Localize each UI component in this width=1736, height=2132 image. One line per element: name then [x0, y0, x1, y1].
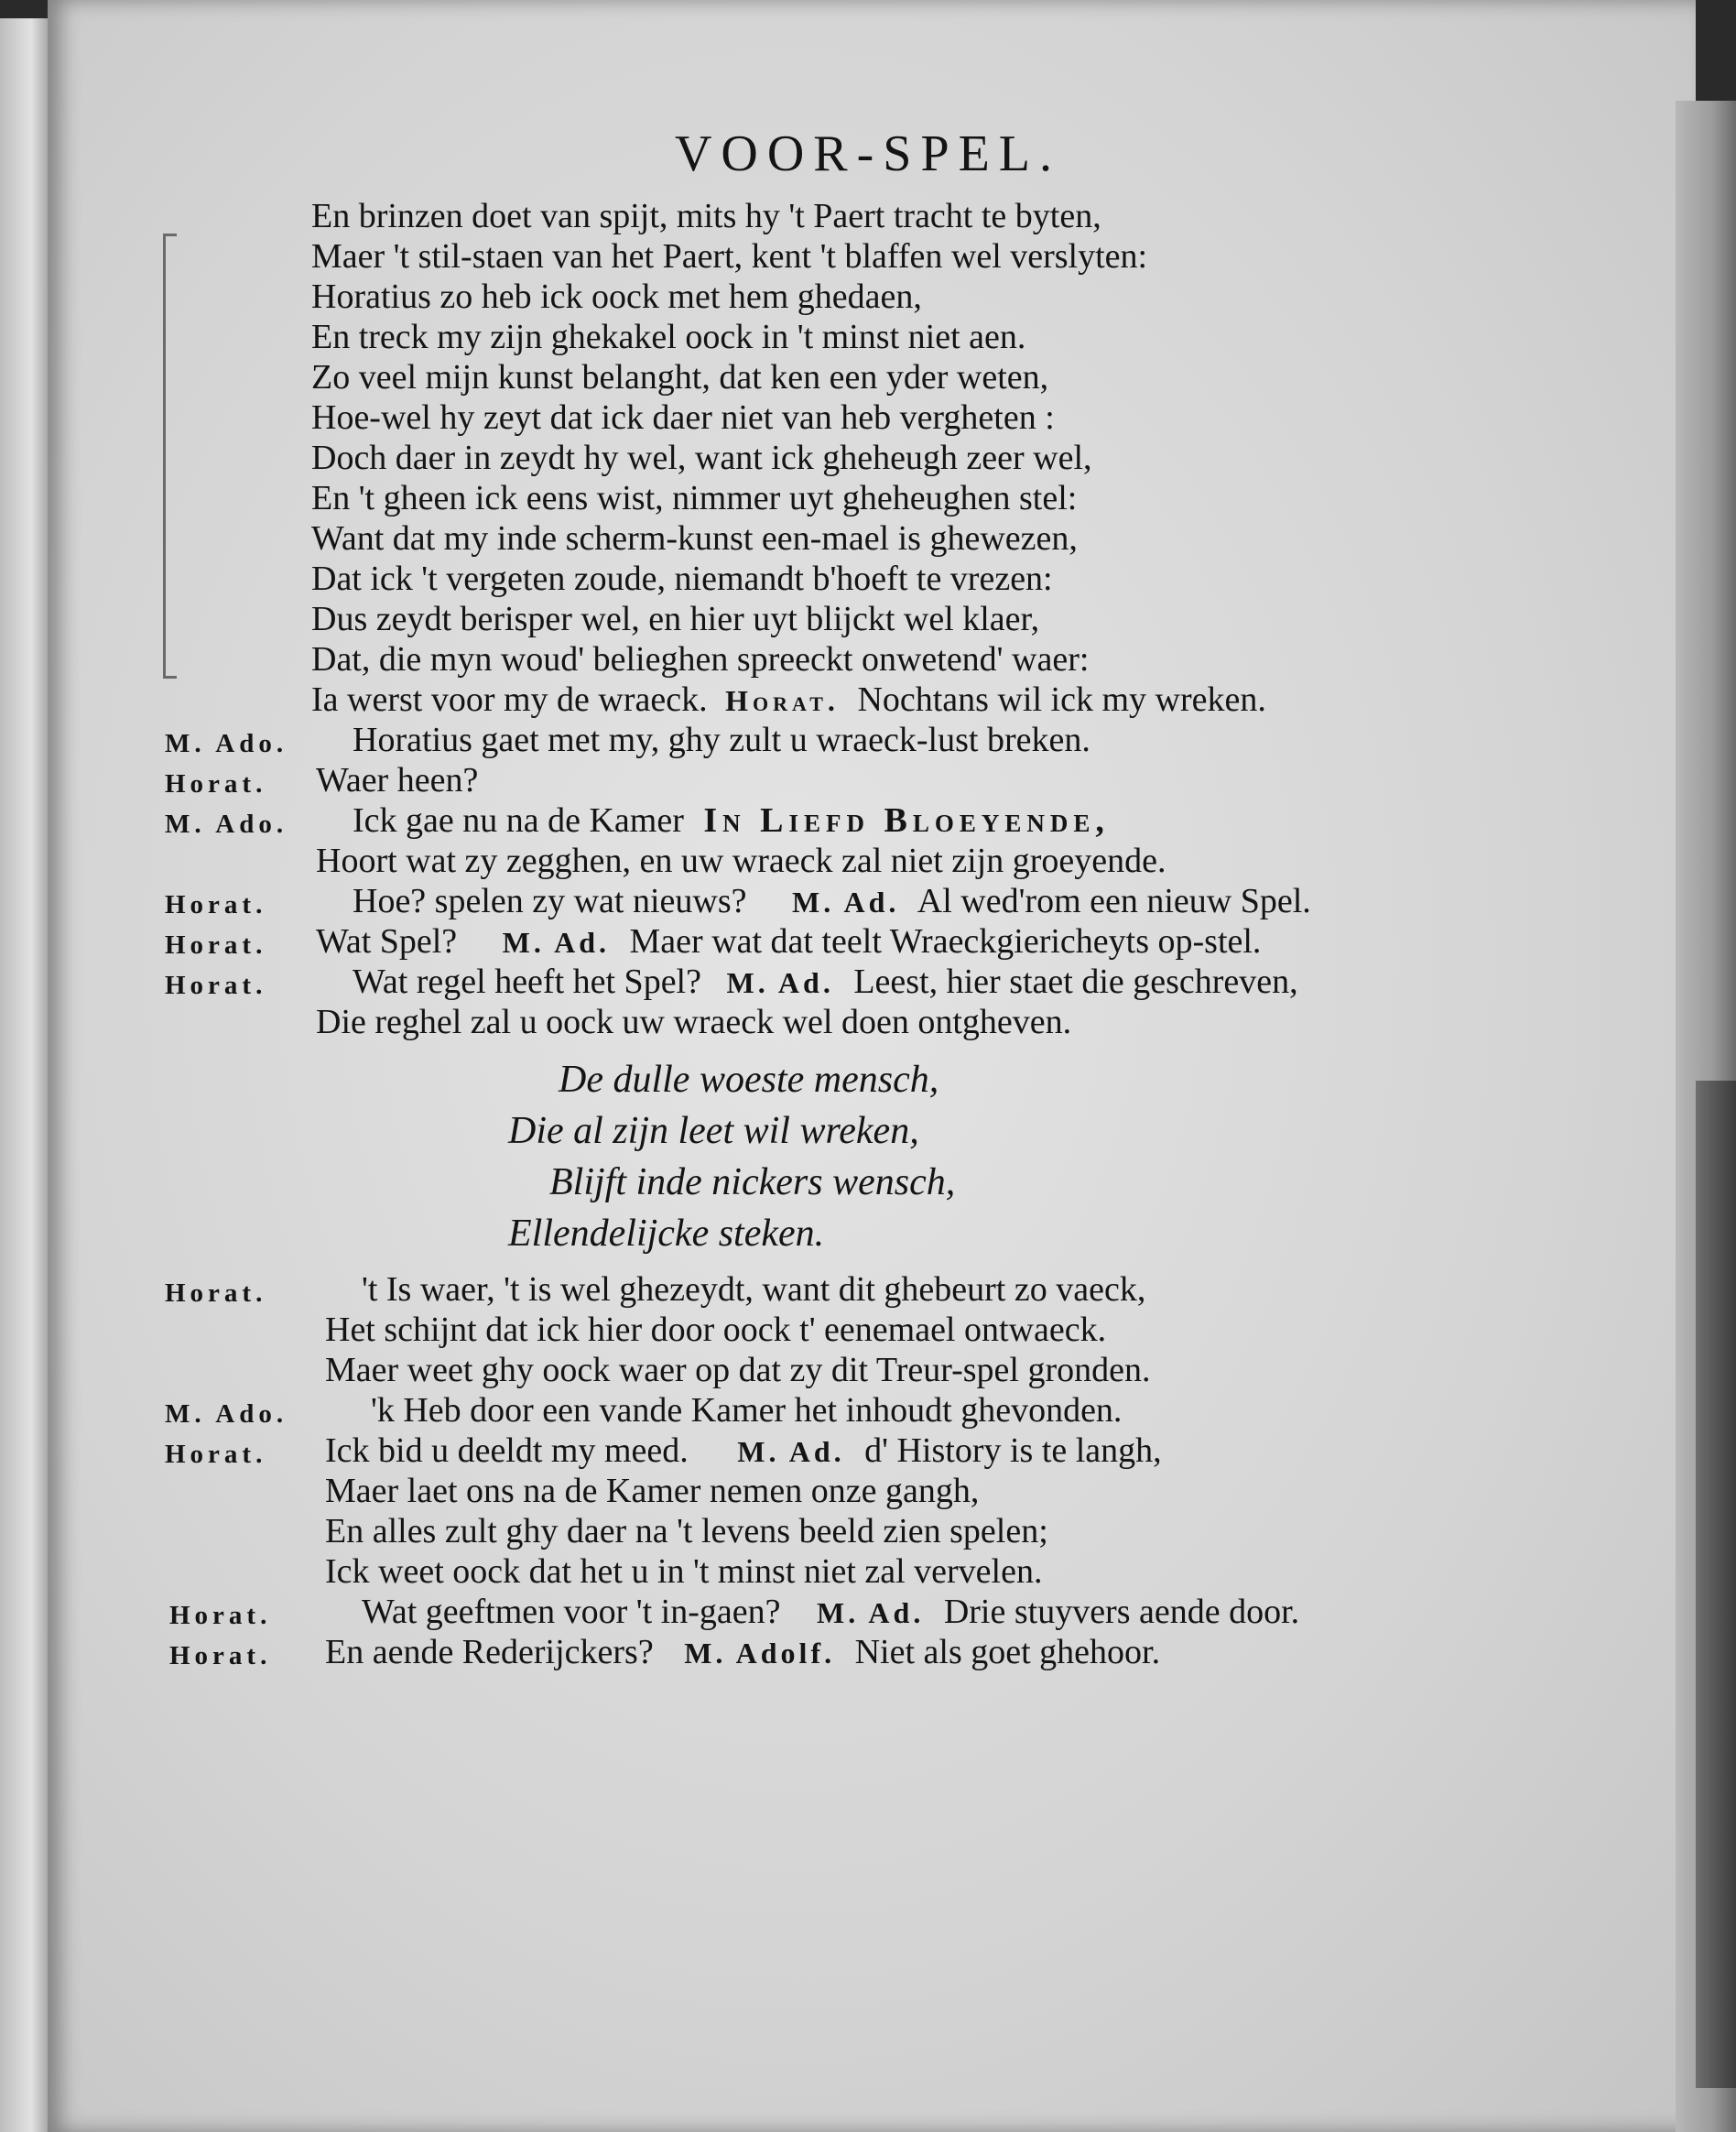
line-text: Maer wat dat teelt Wraeckgiericheyts op-stel. [629, 922, 1262, 961]
speaker-label: M. Ado. [165, 729, 288, 758]
line-text: Al wed'rom een nieuw Spel. [917, 882, 1311, 920]
text-line: Het schijnt dat ick hier door oock t' eenemael ontwaeck. [325, 1311, 1107, 1349]
speaker-label: M. Ado. [165, 1399, 288, 1429]
text-line: Horatius zo heb ick oock met hem ghedaen, [311, 277, 922, 316]
text-line: Die reghel zal u oock uw wraeck wel doen ontgheven. [316, 1003, 1072, 1041]
text-line: Maer laet ons na de Kamer nemen onze gangh, [325, 1472, 980, 1510]
speaker-label: M. Ado. [165, 810, 288, 839]
speaker-label: M. Ad. [816, 1596, 925, 1629]
speaker-label: Horat. [169, 1641, 272, 1670]
page-edge-shadow [1696, 1081, 1736, 2088]
text-line: 'k Heb door een vande Kamer het inhoudt ghevonden. [371, 1391, 1123, 1430]
speaker-label: Horat. [165, 1278, 267, 1308]
text-line [325, 1430, 1162, 1472]
speaker-label: M. Ad. [792, 886, 900, 919]
line-text: Leest, hier staet die geschreven, [853, 963, 1298, 1001]
text-line [353, 962, 1298, 1003]
speaker-label: Horat. [165, 769, 267, 799]
text-line: En alles zult ghy daer na 't levens beeld zien spelen; [325, 1512, 1048, 1550]
text-line: Hoort wat zy zegghen, en uw wraeck zal niet zijn groeyende. [316, 842, 1166, 880]
speaker-label: M. Ad. [737, 1435, 845, 1468]
text-line: Want dat my inde scherm-kunst een-mael is ghewezen, [311, 519, 1078, 558]
verse-line: Die al zijn leet wil wreken, [508, 1110, 919, 1152]
text-line: Maer 't stil-staen van het Paert, kent 't blaffen wel verslyten: [311, 237, 1148, 276]
line-text: d' History is te langh, [864, 1431, 1162, 1470]
line-text: Nochtans wil ick my wreken. [857, 680, 1266, 719]
text-line [325, 1632, 1160, 1673]
text-line [353, 800, 1110, 841]
line-text: Wat geeftmen voor 't in-gaen? [362, 1593, 781, 1631]
text-line [353, 881, 1311, 922]
text-line: En 't gheen ick eens wist, nimmer uyt gheheughen stel: [311, 479, 1078, 517]
speaker-label: Horat. [165, 971, 267, 1000]
text-line: Dat ick 't vergeten zoude, niemandt b'hoeft te vrezen: [311, 560, 1053, 598]
text-line [316, 921, 1261, 963]
chamber-name: In Liefd Bloeyende, [703, 801, 1110, 840]
text-line: Dus zeydt berisper wel, en hier uyt blijckt wel klaer, [311, 600, 1040, 638]
speaker-label: M. Ad. [502, 926, 611, 959]
text-line: Hoe-wel hy zeyt dat ick daer niet van heb vergheten : [311, 398, 1055, 437]
line-text: Drie stuyvers aende door. [943, 1593, 1300, 1631]
margin-bracket [163, 234, 177, 679]
speaker-label: M. Adolf. [684, 1637, 836, 1670]
speaker-label: M. Ad. [726, 966, 834, 999]
speaker-label: Horat. [725, 684, 840, 717]
speaker-label: Horat. [165, 1440, 267, 1469]
running-head: VOOR-SPEL. [674, 125, 1062, 182]
speaker-label: Horat. [165, 930, 267, 960]
verse-line: De dulle woeste mensch, [559, 1059, 939, 1101]
text-line: Ick weet oock dat het u in 't minst niet zal vervelen. [325, 1552, 1043, 1591]
verse-line: Ellendelijcke steken. [508, 1213, 825, 1255]
text-line: Horatius gaet met my, ghy zult u wraeck-lust breken. [353, 721, 1090, 759]
text-line: Zo veel mijn kunst belanght, dat ken een yder weten, [311, 358, 1049, 397]
verse-line: Blijft inde nickers wensch, [549, 1161, 956, 1203]
line-text: Wat Spel? [316, 922, 458, 961]
text-line: Dat, die myn woud' belieghen spreeckt onwetend' waer: [311, 640, 1090, 679]
line-text: Hoe? spelen zy wat nieuws? [353, 882, 747, 920]
text-line: Waer heen? [316, 761, 479, 800]
text-line: 't Is waer, 't is wel ghezeydt, want dit ghebeurt zo vaeck, [362, 1270, 1146, 1309]
line-text: En aende Rederijckers? [325, 1633, 654, 1671]
speaker-label: Horat. [169, 1601, 272, 1630]
line-text: Ia werst voor my de wraeck. [311, 680, 708, 719]
line-text: Niet als goet ghehoor. [854, 1633, 1161, 1671]
line-text: Ick bid u deeldt my meed. [325, 1431, 689, 1470]
line-text: Ick gae nu na de Kamer [353, 801, 684, 840]
text-line: En treck my zijn ghekakel oock in 't minst niet aen. [311, 318, 1026, 356]
text-line: Maer weet ghy oock waer op dat zy dit Treur-spel gronden. [325, 1351, 1151, 1389]
line-text: Wat regel heeft het Spel? [353, 963, 701, 1001]
text-line [362, 1592, 1299, 1633]
speaker-label: Horat. [165, 890, 267, 919]
text-line: En brinzen doet van spijt, mits hy 't Paert tracht te byten, [311, 197, 1101, 235]
text-line: Doch daer in zeydt hy wel, want ick gheheugh zeer wel, [311, 439, 1092, 477]
text-line [311, 680, 1266, 721]
